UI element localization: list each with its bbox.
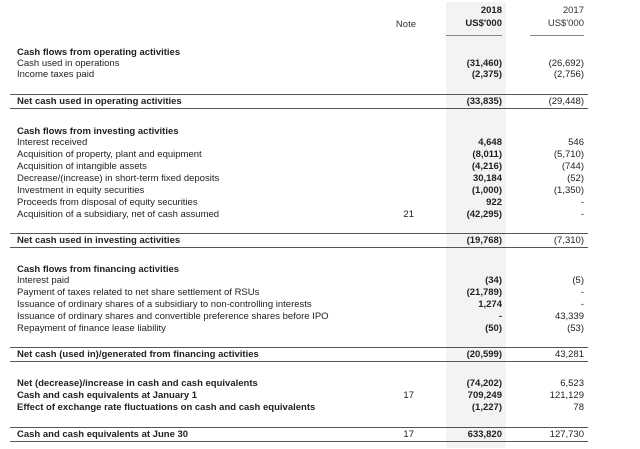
year-2018-header bbox=[446, 4, 502, 36]
total-row-investing: Net cash used in investing activities (19,768) (7,310) bbox=[10, 233, 588, 248]
table-row: Decrease/(increase) in short-term fixed deposits 30,184 (52) bbox=[17, 173, 584, 184]
table-row: Repayment of finance lease liability (50) (53) bbox=[17, 323, 584, 334]
table-row: Interest received 4,648 546 bbox=[17, 137, 584, 148]
total-row-operating: Net cash used in operating activities (33,835) (29,448) bbox=[10, 94, 588, 109]
year-2017-header bbox=[530, 4, 584, 36]
header-rule-2018 bbox=[446, 35, 502, 36]
note-column-header: Note bbox=[395, 19, 416, 30]
section-heading-investing: Cash flows from investing activities bbox=[17, 126, 179, 137]
unit-2017-label: US$'000 bbox=[547, 18, 584, 29]
table-row: Acquisition of intangible assets (4,216) (744) bbox=[17, 161, 584, 172]
table-row: Income taxes paid (2,375) (2,756) bbox=[17, 69, 584, 80]
total-row-financing: Net cash (used in)/generated from financing activities (20,599) 43,281 bbox=[10, 347, 588, 362]
table-row: Investment in equity securities (1,000) (1,350) bbox=[17, 185, 584, 196]
year-2018-label: 2018 bbox=[480, 5, 502, 16]
total-row-cash-june-30: Cash and cash equivalents at June 30 17 633,820 127,730 bbox=[10, 427, 588, 442]
summary-row: Net (decrease)/increase in cash and cash equivalents (74,202) 6,523 bbox=[17, 378, 584, 389]
year-2017-label: 2017 bbox=[562, 5, 584, 16]
table-row: Interest paid (34) (5) bbox=[17, 275, 584, 286]
table-row: Acquisition of a subsidiary, net of cash assumed 21 (42,295) - bbox=[17, 209, 584, 220]
header-rule-2017 bbox=[530, 35, 584, 36]
table-row: Issuance of ordinary shares of a subsidiary to non-controlling interests 1,274 - bbox=[17, 299, 584, 310]
table-row: Issuance of ordinary shares and convertible preference shares before IPO - 43,339 bbox=[17, 311, 584, 322]
table-row: Acquisition of property, plant and equipment (8,011) (5,710) bbox=[17, 149, 584, 160]
summary-row: Cash and cash equivalents at January 1 17 709,249 121,129 bbox=[17, 390, 584, 401]
section-heading-operating: Cash flows from operating activities bbox=[17, 47, 181, 58]
summary-row: Effect of exchange rate fluctuations on cash and cash equivalents (1,227) 78 bbox=[17, 402, 584, 413]
table-row: Payment of taxes related to net share settlement of RSUs (21,789) - bbox=[17, 287, 584, 298]
unit-2018-label: US$'000 bbox=[465, 18, 502, 29]
table-row: Proceeds from disposal of equity securities 922 - bbox=[17, 197, 584, 208]
section-heading-financing: Cash flows from financing activities bbox=[17, 264, 180, 275]
table-row: Cash used in operations (31,460) (26,692) bbox=[17, 58, 584, 69]
